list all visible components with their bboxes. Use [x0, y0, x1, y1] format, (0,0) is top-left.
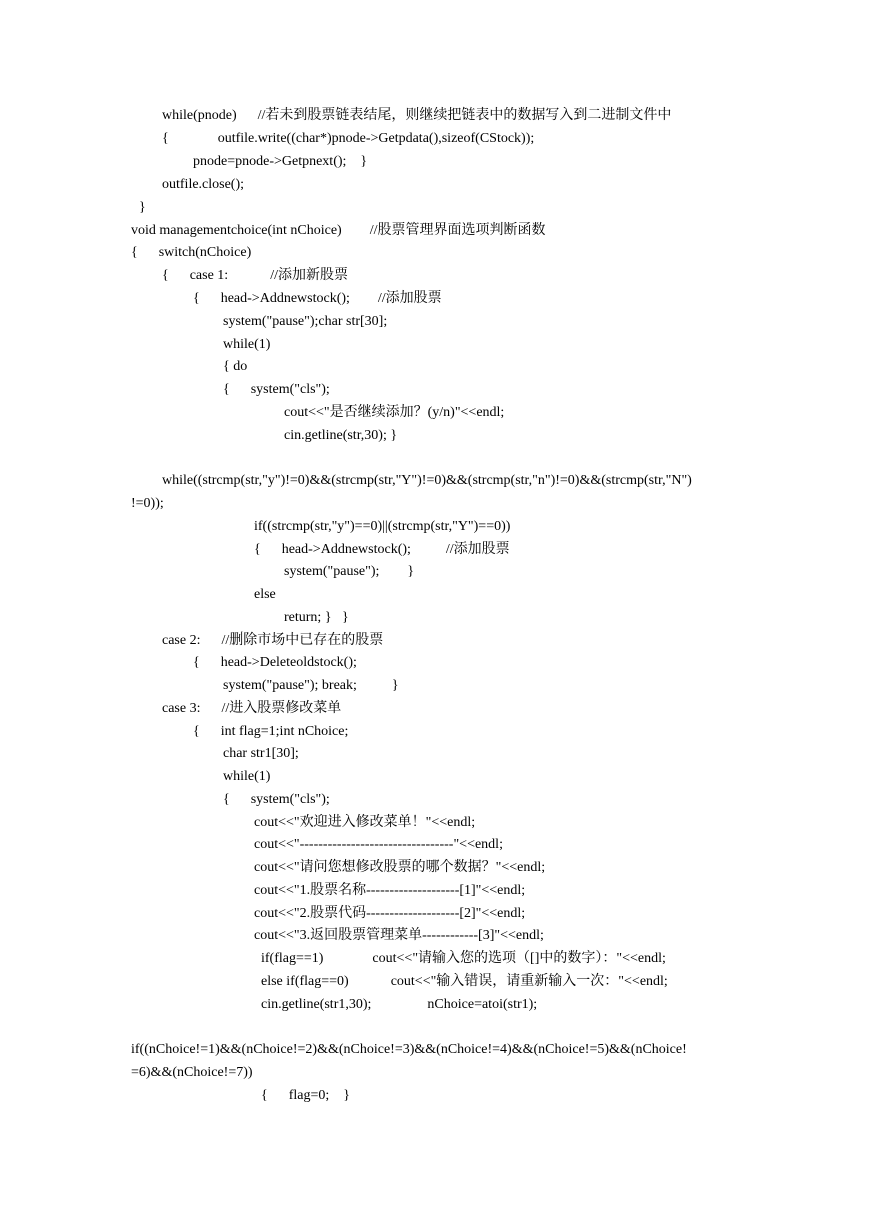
- code-line: if((strcmp(str,"y")==0)||(strcmp(str,"Y")==0)): [254, 519, 511, 534]
- code-line: cout<<"欢迎进入修改菜单！"<<endl;: [254, 815, 476, 830]
- code-line: { int flag=1;int nChoice;: [193, 724, 349, 739]
- code-line: pnode=pnode->Getpnext(); }: [193, 154, 368, 169]
- code-line: while(1): [223, 769, 271, 784]
- code-line: if((nChoice!=1)&&(nChoice!=2)&&(nChoice!=3)&&(nChoice!=4)&&(nChoice!=5)&&(nChoice!: [131, 1042, 687, 1057]
- code-line: { outfile.write((char*)pnode->Getpdata(),sizeof(CStock));: [162, 131, 535, 146]
- code-line: cout<<"3.返回股票管理菜单------------[3]"<<endl;: [254, 928, 544, 943]
- code-line: if(flag==1) cout<<"请输入您的选项（[]中的数字）："<<endl;: [261, 951, 666, 966]
- code-line: cout<<"2.股票代码--------------------[2]"<<endl;: [254, 906, 526, 921]
- code-line: return; } }: [284, 610, 349, 625]
- code-line: system("pause"); break; }: [223, 678, 399, 693]
- code-line: cin.getline(str,30); }: [284, 428, 398, 443]
- code-line: else: [254, 587, 276, 602]
- code-line: =6)&&(nChoice!=7)): [131, 1065, 253, 1080]
- code-line: { head->Deleteoldstock();: [193, 655, 357, 670]
- code-line: { flag=0; }: [261, 1088, 350, 1103]
- code-line: { head->Addnewstock(); //添加股票: [193, 291, 442, 306]
- code-line: while(1): [223, 337, 271, 352]
- code-line: cout<<"1.股票名称--------------------[1]"<<endl;: [254, 883, 526, 898]
- code-line: cout<<"请问您想修改股票的哪个数据？"<<endl;: [254, 860, 546, 875]
- code-line: while(pnode) //若未到股票链表结尾，则继续把链表中的数据写入到二进制文件中: [162, 108, 672, 123]
- code-line: cout<<"是否继续添加？(y/n)"<<endl;: [284, 405, 505, 420]
- code-line: }: [139, 200, 146, 215]
- code-line: cin.getline(str1,30); nChoice=atoi(str1);: [261, 997, 538, 1012]
- code-line: cout<<"---------------------------------"<<endl;: [254, 837, 503, 852]
- code-line: { do: [223, 359, 248, 374]
- code-line: outfile.close();: [162, 177, 245, 192]
- code-line: case 3: //进入股票修改菜单: [162, 701, 342, 716]
- code-line: char str1[30];: [223, 746, 299, 761]
- code-line: { case 1: //添加新股票: [162, 268, 348, 283]
- code-line: while((strcmp(str,"y")!=0)&&(strcmp(str,"Y")!=0)&&(strcmp(str,"n")!=0)&&(strcmp(str,"N"): [162, 473, 692, 488]
- code-line: case 2: //删除市场中已存在的股票: [162, 633, 384, 648]
- code-line: !=0));: [131, 496, 164, 511]
- code-line: else if(flag==0) cout<<"输入错误，请重新输入一次："<<endl;: [261, 974, 668, 989]
- code-line: { head->Addnewstock(); //添加股票: [254, 542, 510, 557]
- code-line: { system("cls");: [223, 792, 330, 807]
- code-line: void managementchoice(int nChoice) //股票管理界面选项判断函数: [131, 223, 546, 238]
- code-line: system("pause");char str[30];: [223, 314, 388, 329]
- code-line: system("pause"); }: [284, 564, 415, 579]
- code-line: { system("cls");: [223, 382, 330, 397]
- code-line: { switch(nChoice): [131, 245, 252, 260]
